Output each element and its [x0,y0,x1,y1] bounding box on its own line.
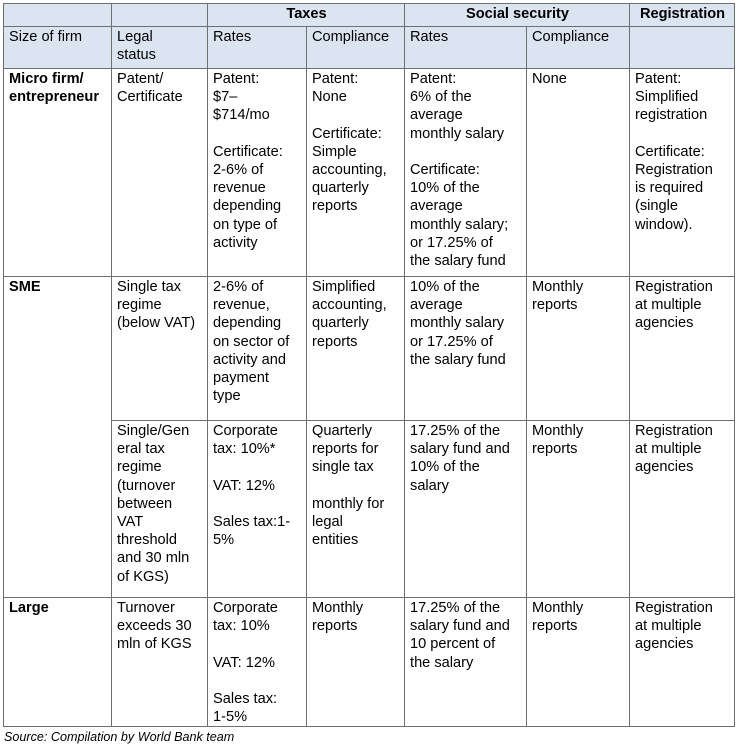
registration-sme-single: Registration at multiple agencies [630,277,735,421]
header-empty-cell [4,4,112,27]
ss-rates-large: 17.25% of the salary fund and 10 percent of the salary [405,598,527,727]
ss-rates-micro: Patent: 6% of the average monthly salary Certificate: 10% of the average monthly salary; or 17.25% of the salary fund [405,69,527,277]
header-ss-rates: Rates [405,27,527,69]
firm-size-micro: Micro firm/ entrepreneur [4,69,112,277]
legal-status-large: Turnover exceeds 30 mln of KGS [112,598,208,727]
header-row-columns [4,27,735,69]
tax-rates-sme-single: 2-6% of revenue, depending on sector of activity and payment type [208,277,307,421]
table-row-sme-general [4,421,735,598]
tax-compliance-sme-single: Simplified accounting, quarterly reports [307,277,405,421]
header-tax-rates: Rates [208,27,307,69]
header-ss-compliance: Compliance [527,27,630,69]
header-taxes: Taxes [208,4,405,27]
tax-compliance-large: Monthly reports [307,598,405,727]
legal-status-sme-single: Single tax regime (below VAT) [112,277,208,421]
ss-rates-sme-single: 10% of the average monthly salary or 17.25% of the salary fund [405,277,527,421]
tax-compliance-micro: Patent: None Certificate: Simple accounting, quarterly reports [307,69,405,277]
ss-compliance-sme-general: Monthly reports [527,421,630,598]
table-row-sme-single [4,277,735,421]
tax-regime-table [3,3,735,727]
registration-large: Registration at multiple agencies [630,598,735,727]
ss-rates-sme-general: 17.25% of the salary fund and 10% of the salary [405,421,527,598]
ss-compliance-large: Monthly reports [527,598,630,727]
header-empty-cell [112,4,208,27]
header-registration-empty [630,27,735,69]
tax-rates-sme-general: Corporate tax: 10%* VAT: 12% Sales tax:1- 5% [208,421,307,598]
ss-compliance-micro: None [527,69,630,277]
header-size-of-firm: Size of firm [4,27,112,69]
legal-status-sme-general: Single/Gen eral tax regime (turnover between VAT threshold and 30 mln of KGS) [112,421,208,598]
header-tax-compliance: Compliance [307,27,405,69]
firm-size-sme: SME [4,277,112,598]
tax-compliance-sme-general: Quarterly reports for single tax monthly for legal entities [307,421,405,598]
header-legal-status: Legal status [112,27,208,69]
table-row-large [4,598,735,727]
ss-compliance-sme-single: Monthly reports [527,277,630,421]
registration-sme-general: Registration at multiple agencies [630,421,735,598]
tax-rates-micro: Patent: $7– $714/mo Certificate: 2-6% of revenue depending on type of activity [208,69,307,277]
header-registration: Registration [630,4,735,27]
table-row-micro [4,69,735,277]
firm-size-large: Large [4,598,112,727]
tax-rates-large: Corporate tax: 10% VAT: 12% Sales tax: 1-5% [208,598,307,727]
source-note: Source: Compilation by World Bank team [4,730,235,744]
registration-micro: Patent: Simplified registration Certificate: Registration is required (single window). [630,69,735,277]
legal-status-micro: Patent/ Certificate [112,69,208,277]
header-row-groups [4,4,735,27]
header-social-security: Social security [405,4,630,27]
